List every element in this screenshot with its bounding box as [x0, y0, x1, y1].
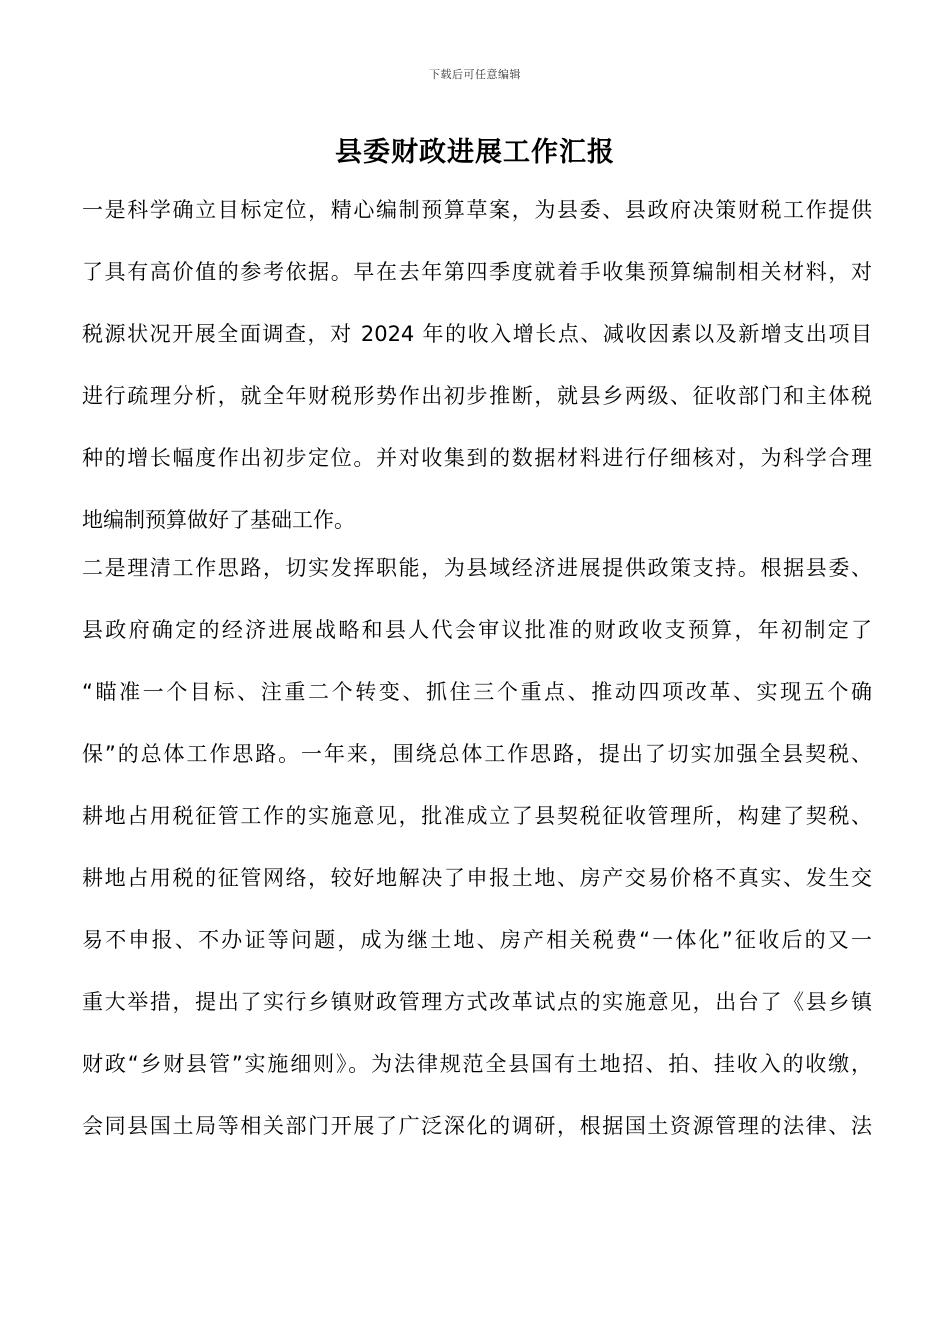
paragraph-line: 县政府确定的经济进展战略和县人代会审议批准的财政收支预算，年初制定了	[82, 618, 872, 642]
paragraph-line: 一是科学确立目标定位，精心编制预算草案，为县委、县政府决策财税工作提供	[82, 198, 872, 222]
paragraph-line: 了具有高价值的参考依据。早在去年第四季度就着手收集预算编制相关材料，对	[82, 260, 872, 284]
paragraph-line: 进行疏理分析，就全年财税形势作出初步推断，就县乡两级、征收部门和主体税	[82, 384, 872, 408]
paragraph-line: 保”的总体工作思路。一年来，围绕总体工作思路，提出了切实加强全县契税、	[82, 742, 872, 766]
paragraph-line: 易不申报、不办证等问题，成为继土地、房产相关税费“一体化”征收后的又一	[82, 928, 872, 952]
paragraph-line: 重大举措，提出了实行乡镇财政管理方式改革试点的实施意见，出台了《县乡镇	[82, 990, 872, 1014]
paragraph-line: 地编制预算做好了基础工作。	[82, 508, 355, 532]
paragraph-line: 二是理清工作思路，切实发挥职能，为县域经济进展提供政策支持。根据县委、	[82, 556, 872, 580]
paragraph-line: “瞄准一个目标、注重二个转变、抓住三个重点、推动四项改革、实现五个确	[82, 680, 872, 704]
paragraph-line: 税源状况开展全面调查，对 2024 年的收入增长点、减收因素以及新增支出项目	[82, 322, 872, 346]
paragraph-line: 财政“乡财县管”实施细则》。为法律规范全县国有土地招、拍、挂收入的收缴，	[82, 1052, 872, 1076]
paragraph-line: 耕地占用税征管工作的实施意见，批准成立了县契税征收管理所，构建了契税、	[82, 804, 872, 828]
paragraph-2	[82, 537, 872, 1157]
paragraph-1	[82, 179, 872, 551]
paragraph-line: 耕地占用税的征管网络，较好地解决了申报土地、房产交易价格不真实、发生交	[82, 866, 872, 890]
paragraph-line: 会同县国土局等相关部门开展了广泛深化的调研，根据国土资源管理的法律、法	[82, 1114, 872, 1138]
page-title: 县委财政进展工作汇报	[335, 137, 615, 168]
document-body	[82, 179, 872, 1157]
paragraph-line: 种的增长幅度作出初步定位。并对收集到的数据材料进行仔细核对，为科学合理	[82, 446, 872, 470]
header-note: 下载后可任意编辑	[429, 68, 521, 81]
